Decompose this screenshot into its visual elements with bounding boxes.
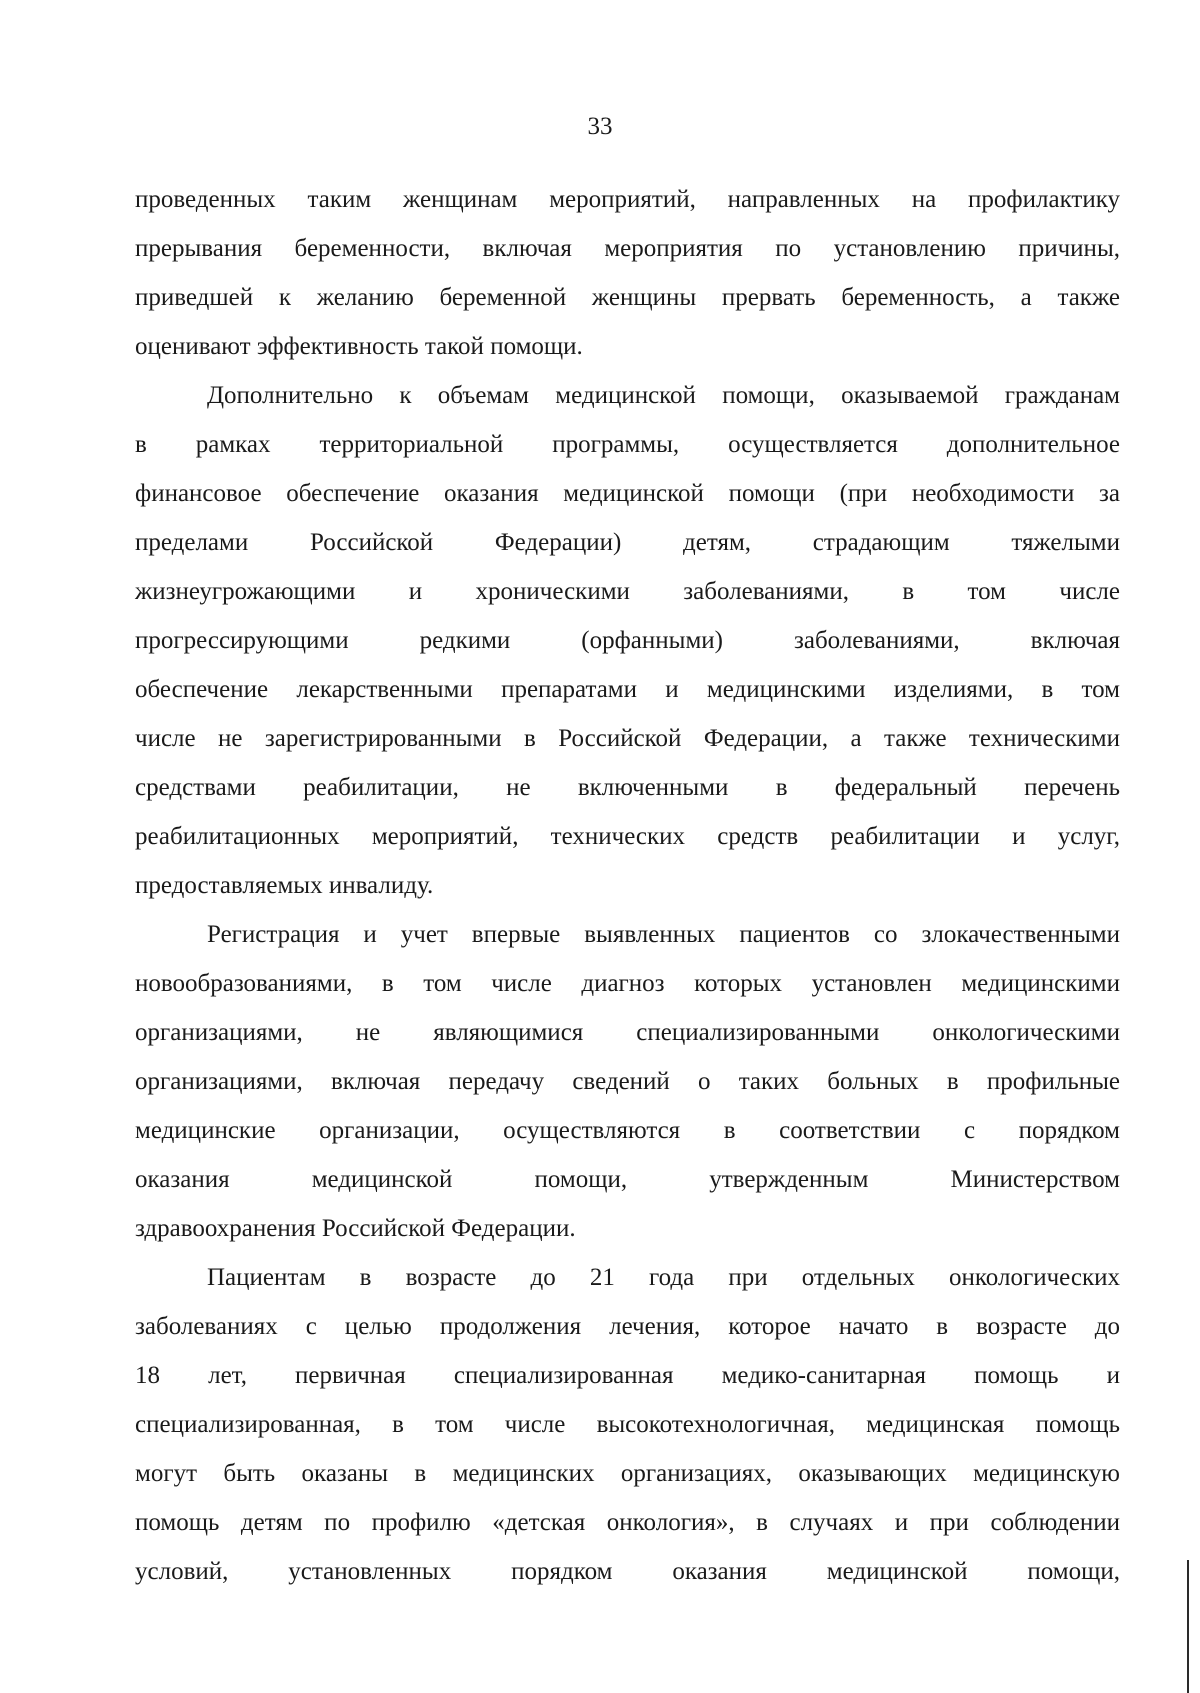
text-line: финансовое обеспечение оказания медицинской помощи (при необходимости за xyxy=(135,480,1120,507)
text-line: приведшей к желанию беременной женщины прервать беременность, а также xyxy=(135,284,1120,311)
text-line: медицинские организации, осуществляются в соответствии с порядком xyxy=(135,1117,1120,1144)
text-line: проведенных таким женщинам мероприятий, направленных на профилактику xyxy=(135,186,1120,213)
text-line: предоставляемых инвалиду. xyxy=(135,872,434,899)
text-line: Пациентам в возрасте до 21 года при отдельных онкологических xyxy=(207,1264,1120,1291)
text-line: организациями, включая передачу сведений о таких больных в профильные xyxy=(135,1068,1120,1095)
text-line: числе не зарегистрированными в Российской Федерации, а также техническими xyxy=(135,725,1120,752)
text-line: средствами реабилитации, не включенными в федеральный перечень xyxy=(135,774,1120,801)
text-line: 18 лет, первичная специализированная медико-санитарная помощь и xyxy=(135,1362,1120,1389)
text-line: специализированная, в том числе высокотехнологичная, медицинская помощь xyxy=(135,1411,1120,1438)
scan-edge-line xyxy=(1187,1560,1189,1693)
text-line: помощь детям по профилю «детская онкология», в случаях и при соблюдении xyxy=(135,1509,1120,1536)
text-line: новообразованиями, в том числе диагноз которых установлен медицинскими xyxy=(135,970,1120,997)
body-text xyxy=(135,175,1120,1596)
text-line: Регистрация и учет впервые выявленных пациентов со злокачественными xyxy=(207,921,1120,948)
text-line: обеспечение лекарственными препаратами и медицинскими изделиями, в том xyxy=(135,676,1120,703)
text-line: организациями, не являющимися специализированными онкологическими xyxy=(135,1019,1120,1046)
text-line: заболеваниях с целью продолжения лечения, которое начато в возрасте до xyxy=(135,1313,1120,1340)
text-line: оценивают эффективность такой помощи. xyxy=(135,333,583,360)
text-line: Дополнительно к объемам медицинской помощи, оказываемой гражданам xyxy=(207,382,1120,409)
text-line: условий, установленных порядком оказания медицинской помощи, xyxy=(135,1558,1120,1585)
text-line: в рамках территориальной программы, осуществляется дополнительное xyxy=(135,431,1120,458)
text-line: пределами Российской Федерации) детям, страдающим тяжелыми xyxy=(135,529,1120,556)
text-line: прерывания беременности, включая мероприятия по установлению причины, xyxy=(135,235,1120,262)
text-line: прогрессирующими редкими (орфанными) заболеваниями, включая xyxy=(135,627,1120,654)
text-line: могут быть оказаны в медицинских организациях, оказывающих медицинскую xyxy=(135,1460,1120,1487)
text-line: здравоохранения Российской Федерации. xyxy=(135,1215,576,1242)
text-line: оказания медицинской помощи, утвержденным Министерством xyxy=(135,1166,1120,1193)
text-line: жизнеугрожающими и хроническими заболеваниями, в том числе xyxy=(135,578,1120,605)
text-line: реабилитационных мероприятий, технических средств реабилитации и услуг, xyxy=(135,823,1120,850)
page-number: 33 xyxy=(587,113,613,140)
